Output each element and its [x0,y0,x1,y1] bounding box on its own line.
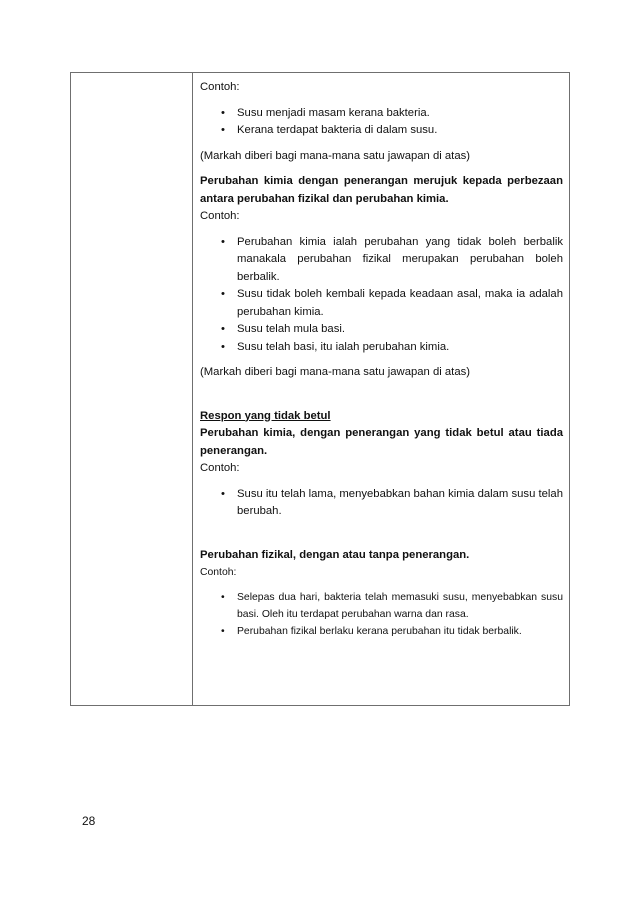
list-item: • Perubahan kimia ialah perubahan yang tidak boleh berbalik manakala perubahan fizikal merupakan perubahan boleh berbalik. [221,235,563,283]
list-item: • Susu telah mula basi. [200,321,563,339]
bullet-icon: • [221,592,225,603]
list-item: • Susu telah basi, itu ialah perubahan kimia. [200,339,563,357]
list-item: • Susu itu telah lama, menyebabkan bahan kimia dalam susu telah berubah. [221,487,563,517]
bullet-icon: • [221,106,225,119]
bullet-icon: • [221,626,225,637]
section-heading: Perubahan kimia, dengan penerangan yang tidak betul atau tiada penerangan. [200,427,563,457]
bullet-icon: • [221,235,225,248]
list-item: • Perubahan fizikal berlaku kerana perubahan itu tidak berbalik. [200,623,563,640]
bullet-list [200,589,563,640]
contoh-label: Contoh: [200,462,240,474]
table-left-column [71,73,193,705]
bullet-icon: • [221,288,225,300]
section-heading: Perubahan fizikal, dengan atau tanpa penerangan. [200,548,470,561]
list-item: • Susu menjadi masam kerana bakteria. [200,105,563,123]
section-title: Respon yang tidak betul [200,409,331,422]
list-item: • Selepas dua hari, bakteria telah memasuki susu, menyebabkan susu basi. Oleh itu terdapat perubahan warna dan rasa. [200,589,563,623]
page-number: 28 [82,814,96,828]
bullet-list [200,234,563,357]
bullet-icon: • [221,124,225,136]
bullet-icon: • [221,487,225,500]
marking-note: (Markah diberi bagi mana-mana satu jawapan di atas) [200,149,471,162]
contoh-label: Contoh: [200,567,237,578]
contoh-label: Contoh: [200,210,240,222]
contoh-label: Contoh: [200,81,240,93]
table-right-column [193,73,569,640]
bullet-list [200,486,563,521]
marking-note: (Markah diberi bagi mana-mana satu jawapan di atas) [200,366,471,378]
list-item: • Susu tidak boleh kembali kepada keadaan asal, maka ia adalah perubahan kimia. [221,288,563,318]
bullet-list [200,105,563,140]
bullet-icon: • [221,340,225,353]
section-heading: Perubahan kimia dengan penerangan merujuk kepada perbezaan antara perubahan fizikal dan perubahan kimia. [200,175,563,205]
answer-scheme-table [70,72,570,706]
bullet-icon: • [221,323,225,335]
list-item: • Kerana terdapat bakteria di dalam susu. [200,122,563,140]
